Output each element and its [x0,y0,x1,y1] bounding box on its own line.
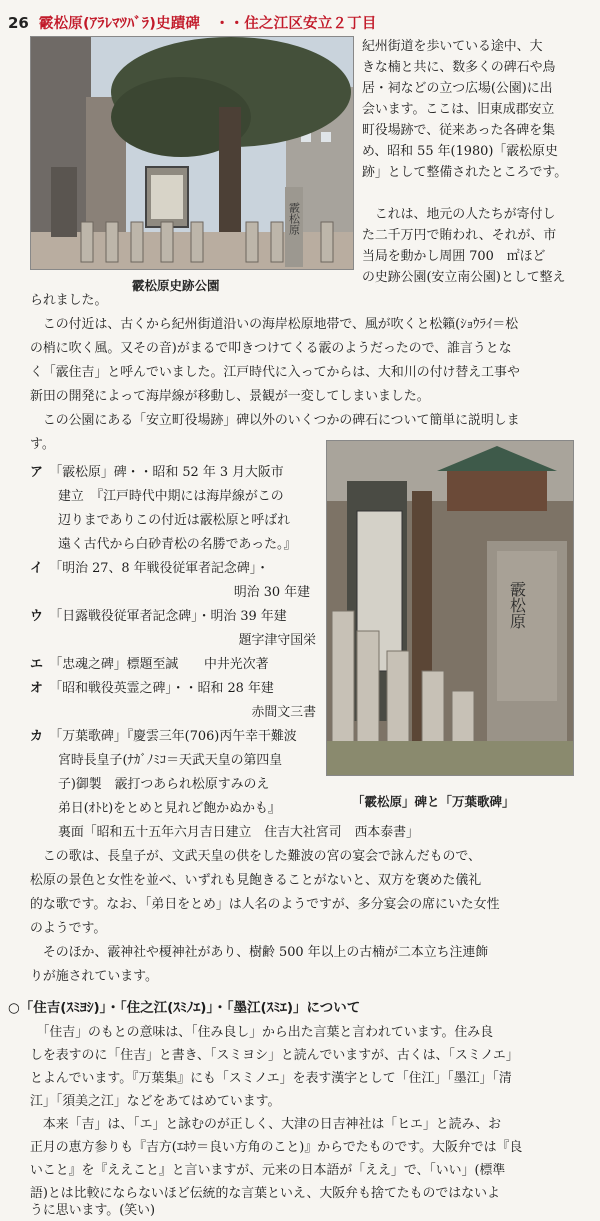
paragraph-line: く「霰住吉」と呼んでいました。江戸時代に入ってからは、大和川の付け替え工事や [30,365,520,380]
list-item-line: 子)御製 霰打つあられ松原すみのえ [58,777,270,792]
item-label: カ [30,729,43,744]
list-item-line: 明治 30 年建 [233,585,310,600]
section-line: 江」「須美之江」などをあてはめています。 [30,1094,281,1109]
item-ka-reverse: 裏面「昭和五十五年六月吉日建立 住吉大社宮司 西本泰書」 [58,825,419,840]
paragraph-line: の梢に吹く風。又その音)がまるで叩きつけてくる霰のようだったので、誰言うとな [30,341,512,356]
intro-line: 紀州街道を歩いている途中、大 [362,39,543,54]
paragraph-line: のようです。 [30,921,107,936]
list-item: ア 「霰松原」碑・・昭和 52 年 3 月大阪市 [30,465,284,480]
section-line: いこと』を『ええこと』と言いますが、元来の日本語が「ええ」で、「いい」(標準 [30,1163,506,1178]
park-photo-illustration [31,37,353,269]
page-number: 26 [8,14,29,32]
intro-line: 会います。ここは、旧東成郡安立 [362,102,555,117]
paragraph-line: りが施されています。 [30,969,158,984]
paragraph-line: 的な歌です。なお、「弟日をとめ」は人名のようですが、多分宴会の席にいた女性 [30,897,500,912]
item-label: オ [30,681,43,696]
item-label: ア [30,465,43,480]
list-item: オ 「昭和戦役英霊之碑」・・昭和 28 年建 [30,681,274,696]
list-item-line: 題字津守国栄 [238,633,316,648]
list-item: ウ 「日露戦役従軍者記念碑」・明治 39 年建 [30,609,287,624]
intro-line: これは、地元の人たちが寄付し [362,207,556,222]
item-label: ウ [30,609,43,624]
page-title: 霰松原(ｱﾗﾚﾏﾂﾊﾞﾗ)史蹟碑 ・・住之江区安立２丁目 [38,16,377,32]
paragraph-line: この歌は、長皇子が、文武天皇の供をした難波の宮の宴会で詠んだもので、 [30,849,481,864]
monument-photo-illustration [327,441,573,775]
list-item-line: 遠く古代から白砂青松の名勝であった。』 [58,537,297,552]
section-line: 正月の恵方参りも『吉方(ｴﾎｳ＝良い方角のこと)』からでたものです。大阪弁では『良 [30,1140,523,1155]
paragraph-line: 新田の開発によって海岸線が移動し、景観が一変してしまいました。 [30,389,430,404]
paragraph-line: 松原の景色と女性を並べ、いずれも見飽きることがないと、双方を褒めた儀礼 [30,873,482,888]
intro-line: の史跡公園(安立南公園)として整え [362,270,566,285]
list-item: エ 「忠魂之碑」標題至誠 中井光次著 [30,657,269,672]
section-line: しを表すのに「住吉」と書き、「スミヨシ」と読んでいますが、古くは、「スミノエ」 [30,1048,519,1063]
monument-inscription: 霰松原 [287,202,301,235]
paragraph-line: この付近は、古くから紀州街道沿いの海岸松原地帯で、風が吹くと松籟(ｼｮｳﾗｲ＝松 [30,317,519,332]
monument-photo-caption: 「霰松原」碑と「万葉歌碑」 [352,794,515,809]
paragraph-line: この公園にある「安立町役場跡」碑以外のいくつかの碑石について簡単に説明しま [30,413,520,428]
intro-line: 跡」として整備されたところです。 [362,165,568,180]
list-item-line: 弟日(ｵﾄﾋ)をとめと見れど飽かぬかも』 [58,801,281,816]
park-photo [30,36,354,270]
section-line: 本来「吉」は、「エ」と詠むのが正しく、大津の日吉神社は「ヒエ」と読み、お [30,1117,502,1132]
item-label: エ [30,657,43,672]
list-item-line: 辺りまでありこの付近は霰松原と呼ばれ [58,513,291,528]
paragraph-line: す。 [30,437,55,452]
section-line: 「住吉」のもとの意味は、「住み良し」から出た言葉と言われています。住み良 [30,1025,494,1040]
intro-line: 町役場跡で、従来あった各碑を集 [362,123,555,138]
intro-line: め、昭和 55 年(1980)「霰松原史 [362,144,558,159]
monument-inscription: 霰松原 [507,581,527,629]
list-item-line: 宮時長皇子(ﾅｶﾞﾉﾐｺ＝天武天皇の第四皇 [58,753,283,768]
section-line: 語)とは比較にならないほど伝統的な言葉といえ、大阪弁も捨てたものではないよ [30,1186,500,1201]
park-photo-caption: 霰松原史跡公園 [132,278,220,293]
list-item-line: 建立 『江戸時代中期には海岸線がこの [58,489,284,504]
section-line: とよんでいます。『万葉集』にも「スミノエ」を表す漢字として「住江」「墨江」「清 [30,1071,512,1086]
list-item: イ 「明治 27、8 年戦役従軍者記念碑」・ [30,561,270,576]
intro-line: 当局を動かし周囲 700 ㎡ほど [362,249,546,264]
intro-line: た二千万円で賄われ、それが、市 [362,228,557,243]
paragraph-line: そのほか、霰神社や榎神社があり、樹齢 500 年以上の古楠が二本立ち注連飾 [30,945,489,960]
section-heading: ○「住吉(ｽﾐﾖｼ)」・「住之江(ｽﾐﾉｴ)」・「墨江(ｽﾐｴ)」について [8,1000,361,1016]
paragraph-line: られました。 [30,293,108,308]
page-header [8,12,377,34]
list-item-line: 赤間文三書 [251,705,316,720]
intro-line: きな楠と共に、数多くの碑石や鳥 [362,60,556,75]
intro-line: 居・祠などの立つ広場(公園)に出 [362,81,553,96]
monument-photo [326,440,574,776]
section-line: うに思います。(笑い) [30,1203,156,1218]
item-label: イ [30,561,43,576]
list-item: カ 「万葉歌碑」『慶雲三年(706)丙午幸干難波 [30,729,297,744]
